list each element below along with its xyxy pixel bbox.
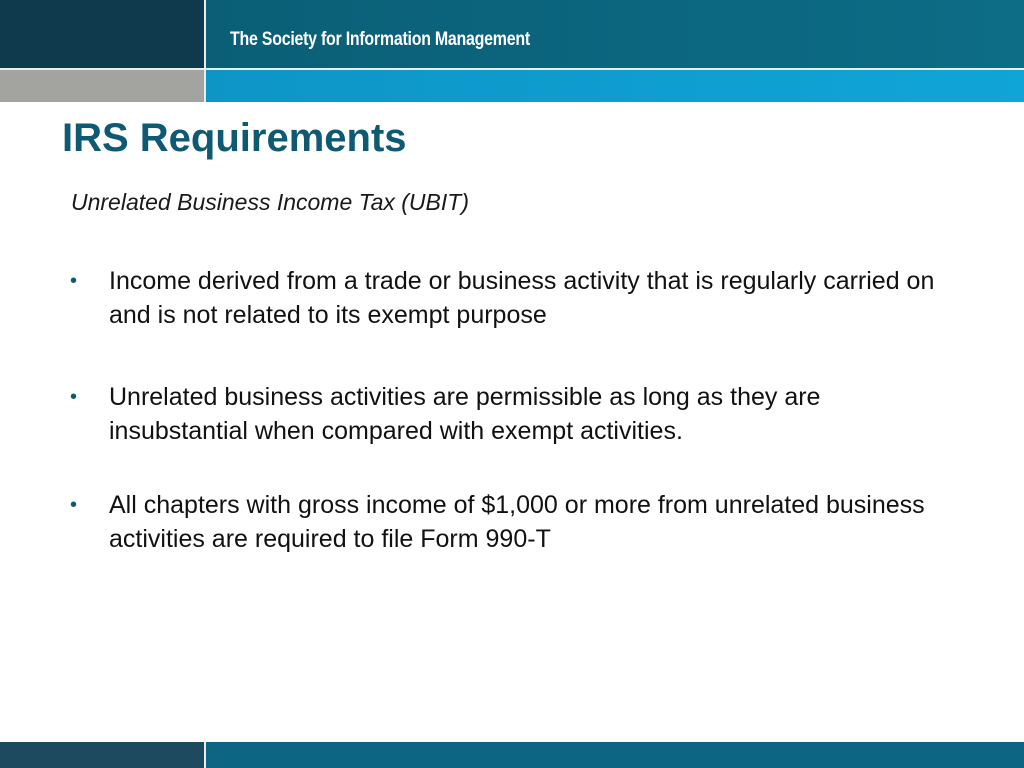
bullet-text: Income derived from a trade or business activity that is regularly carried on and is not related to its exempt purpose — [109, 267, 935, 329]
footer-banner — [206, 742, 1024, 768]
slide-subtitle: Unrelated Business Income Tax (UBIT) — [71, 189, 469, 215]
bullet-dot-icon: • — [70, 494, 78, 516]
bullet-dot-icon: • — [70, 386, 78, 408]
footer-dark-block — [0, 742, 204, 768]
bullet-text: Unrelated business activities are permissible as long as they are insubstantial when compared with exempt activities. — [109, 383, 821, 445]
bullet-list — [70, 264, 950, 604]
footer-vertical-divider — [204, 742, 206, 768]
header-accent-stripe — [206, 70, 1024, 102]
header-vertical-divider — [204, 0, 206, 102]
organization-name: The Society for Information Management — [230, 29, 530, 50]
header-grey-block — [0, 70, 204, 102]
bullet-item — [70, 488, 950, 556]
bullet-dot-icon: • — [70, 270, 78, 292]
header-dark-block — [0, 0, 204, 68]
slide-title: IRS Requirements — [62, 116, 407, 160]
bullet-text: All chapters with gross income of $1,000 or more from unrelated business activities are required to file Form 990-T — [109, 491, 925, 553]
bullet-item — [70, 264, 950, 332]
bullet-item — [70, 380, 950, 448]
header-horizontal-divider — [0, 68, 1024, 70]
